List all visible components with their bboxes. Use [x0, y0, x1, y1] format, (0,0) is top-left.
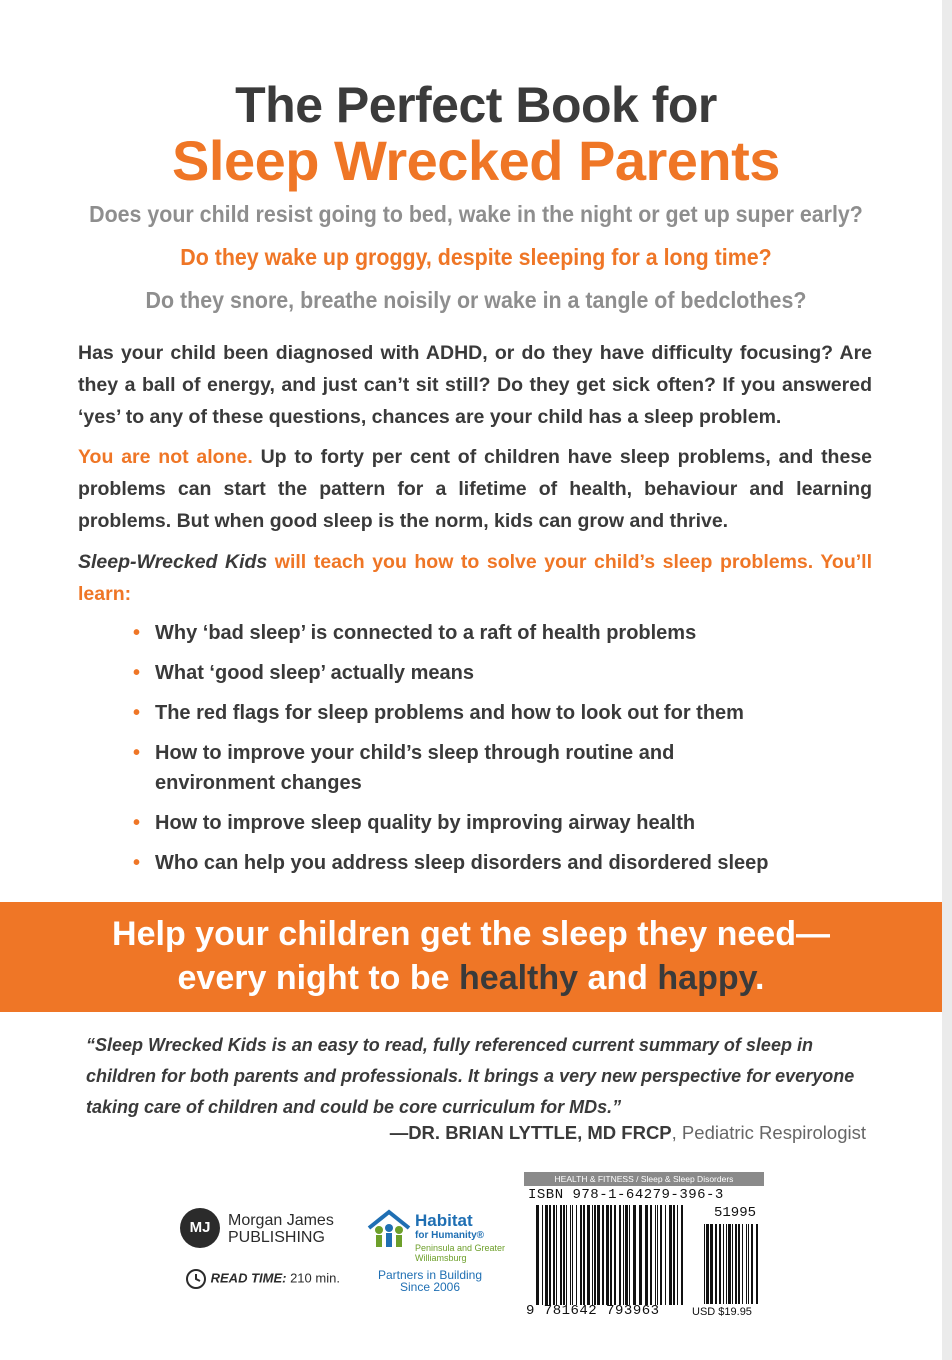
- habitat-sub: for Humanity®: [415, 1230, 485, 1241]
- question-1: Does your child resist going to bed, wake in the night or get up super early?: [89, 201, 863, 227]
- barcode-bar: [610, 1205, 612, 1305]
- barcode-bar: [619, 1205, 621, 1305]
- barcode-bar: [536, 1205, 539, 1305]
- list-item: • How to improve your child’s sleep through routine and environment changes: [133, 738, 715, 798]
- question-3: Do they snore, breathe noisily or wake in a tangle of bedclothes?: [145, 287, 807, 313]
- list-item: • The red flags for sleep problems and how to look out for them: [133, 698, 833, 728]
- barcode-bar: [710, 1224, 713, 1304]
- barcode-bar: [665, 1205, 666, 1305]
- barcode-bar: [715, 1224, 717, 1304]
- barcode-bar: [704, 1224, 705, 1304]
- book-title: Sleep-Wrecked Kids: [78, 551, 268, 573]
- learn-intro-rest: will teach you how to solve your child’s sleep problems. You’ll learn:: [78, 551, 872, 605]
- barcode-bar: [625, 1205, 628, 1305]
- mj-monogram: MJ: [180, 1208, 220, 1248]
- banner-line-2: every night to be healthy and happy.: [177, 959, 765, 997]
- price-code: 51995: [714, 1205, 757, 1221]
- barcode-bar: [542, 1205, 543, 1305]
- read-time: [185, 1268, 340, 1290]
- barcode-bar: [587, 1205, 590, 1305]
- isbn-text: ISBN 978-1-64279-396-3: [528, 1187, 724, 1203]
- list-item: • How to improve sleep quality by improving airway health: [133, 808, 833, 838]
- ean-number: 9 781642 793963: [526, 1303, 660, 1319]
- alone-lead: You are not alone.: [78, 446, 253, 468]
- bullet-icon: •: [133, 662, 141, 684]
- barcode-bar: [719, 1224, 721, 1304]
- barcode-bar: [572, 1205, 573, 1305]
- barcode-bar: [560, 1205, 562, 1305]
- list-item: • What ‘good sleep’ actually means: [133, 658, 833, 688]
- barcode-bar: [751, 1224, 753, 1304]
- question-2: Do they wake up groggy, despite sleeping for a long time?: [180, 244, 772, 270]
- barcode-bar: [645, 1205, 648, 1305]
- cover-edge: [942, 0, 952, 1360]
- barcode-bar: [756, 1224, 758, 1304]
- publisher-label: PUBLISHING: [228, 1229, 325, 1246]
- habitat-name: Habitat: [415, 1211, 473, 1230]
- barcode-bar: [677, 1205, 678, 1305]
- title-line-2: Sleep Wrecked Parents: [172, 129, 780, 192]
- barcode-bar: [592, 1205, 593, 1305]
- barcode-bar: [738, 1224, 740, 1304]
- habitat-house-icon: [365, 1208, 413, 1252]
- testimonial-attribution: [86, 1122, 866, 1144]
- bullet-icon: •: [133, 622, 141, 644]
- barcode-bar: [629, 1205, 630, 1305]
- barcode-bar: [742, 1224, 743, 1304]
- barcode-bar: [597, 1205, 600, 1305]
- barcode-bar: [583, 1205, 585, 1305]
- learn-list: [133, 618, 833, 888]
- ean-barcode: [536, 1205, 686, 1305]
- barcode-bar: [669, 1205, 672, 1305]
- barcode-bar: [549, 1205, 551, 1305]
- list-item: • Who can help you address sleep disorders and disordered sleep: [133, 848, 833, 878]
- barcode-bar: [633, 1205, 636, 1305]
- barcode-bar: [594, 1205, 596, 1305]
- habitat-region: Peninsula and Greater Williamsburg: [415, 1243, 506, 1263]
- happy-word: happy: [657, 959, 756, 997]
- barcode-bar: [623, 1205, 624, 1305]
- intro-paragraph: Has your child been diagnosed with ADHD, or do they have difficulty focusing? Are they a ball of energy, and just can’t sit still? Do they get sick often? If you answered ‘yes’ to any of these questions, chances are your child has a sleep problem.: [78, 342, 872, 428]
- barcode-area: [524, 1172, 764, 1322]
- barcode-bar: [606, 1205, 609, 1305]
- bullet-icon: •: [133, 742, 141, 764]
- list-item: • Why ‘bad sleep’ is connected to a raft of health problems: [133, 618, 833, 648]
- bullet-icon: •: [133, 702, 141, 724]
- title-line-1: The Perfect Book for: [235, 77, 717, 133]
- barcode-bar: [728, 1224, 731, 1304]
- barcode-bar: [650, 1205, 652, 1305]
- barcode-bar: [576, 1205, 577, 1305]
- barcode-bar: [602, 1205, 604, 1305]
- barcode-bar: [657, 1205, 658, 1305]
- price-text: USD $19.95: [692, 1306, 752, 1318]
- read-time-value: 210 min.: [286, 1270, 340, 1286]
- barcode-bar: [726, 1224, 727, 1304]
- category-label: HEALTH & FITNESS / Sleep & Sleep Disorders: [524, 1172, 764, 1186]
- read-time-label: READ TIME:: [210, 1270, 287, 1286]
- barcode-bar: [545, 1205, 548, 1305]
- alone-rest: Up to forty per cent of children have sleep problems, and these problems can start the pattern for a lifetime of health, behaviour and learning problems. But when good sleep is the norm, kids can grow and thrive.: [78, 446, 873, 532]
- barcode-bar: [639, 1205, 642, 1305]
- learn-intro: [78, 546, 872, 610]
- author-role: , Pediatric Respirologist: [671, 1122, 866, 1143]
- barcode-bar: [732, 1224, 733, 1304]
- clock-icon: [185, 1268, 207, 1290]
- barcode-bar: [614, 1205, 616, 1305]
- publisher-name: Morgan James: [228, 1212, 334, 1229]
- alone-paragraph: [78, 441, 872, 537]
- barcode-bar: [580, 1205, 582, 1305]
- barcode-bar: [735, 1224, 737, 1304]
- barcode-bar: [746, 1224, 747, 1304]
- barcode-bar: [673, 1205, 675, 1305]
- bullet-icon: •: [133, 852, 141, 874]
- barcode-bar: [723, 1224, 724, 1304]
- barcode-bar: [556, 1205, 557, 1305]
- barcode-bar: [748, 1224, 749, 1304]
- barcode-bar: [570, 1205, 571, 1305]
- orange-banner: [0, 902, 942, 1012]
- barcode-bar: [566, 1205, 567, 1305]
- habitat-tagline: Partners in Building Since 2006: [377, 1268, 483, 1294]
- bullet-icon: •: [133, 812, 141, 834]
- barcode-bar: [660, 1205, 662, 1305]
- banner-line-1: Help your children get the sleep they need—: [112, 915, 830, 953]
- price-barcode: [704, 1224, 760, 1304]
- barcode-bar: [563, 1205, 565, 1305]
- barcode-bar: [655, 1205, 656, 1305]
- healthy-word: healthy: [459, 959, 579, 997]
- barcode-bar: [681, 1205, 683, 1305]
- barcode-bar: [553, 1205, 555, 1305]
- testimonial-quote: “Sleep Wrecked Kids is an easy to read, fully referenced current summary of sleep in children for both parents and professionals. It brings a very new perspective for everyone taking care of children and could be core curriculum for MDs.”: [86, 1035, 855, 1117]
- author-name: —DR. BRIAN LYTTLE, MD FRCP: [389, 1122, 672, 1143]
- barcode-bar: [706, 1224, 709, 1304]
